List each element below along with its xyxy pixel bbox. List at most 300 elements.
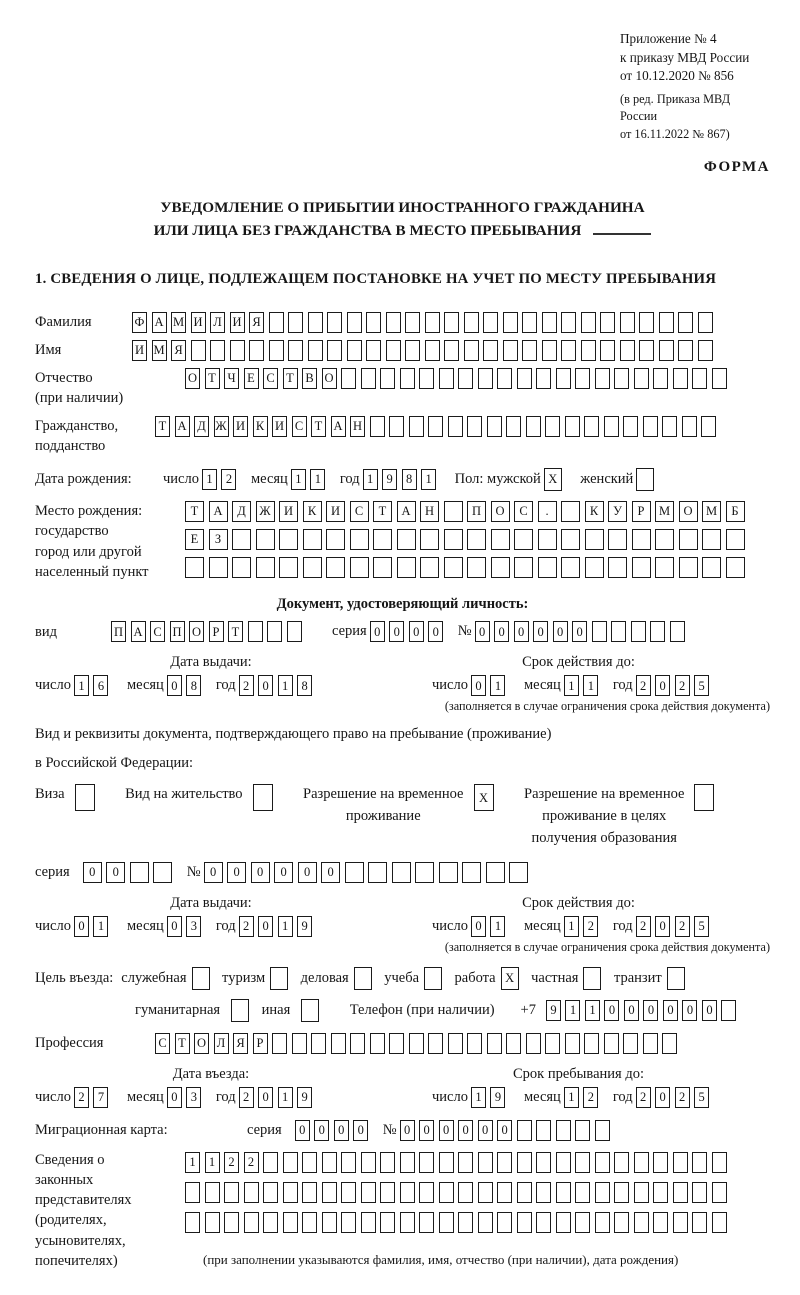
char-cell[interactable]: Т	[311, 416, 326, 437]
char-cell[interactable]	[386, 340, 401, 361]
char-cell[interactable]	[263, 1152, 278, 1173]
char-cell[interactable]	[380, 368, 395, 389]
char-cell[interactable]	[272, 1033, 287, 1054]
char-cell[interactable]	[561, 501, 580, 522]
char-cell[interactable]: 0	[458, 1120, 473, 1141]
char-cell[interactable]	[419, 368, 434, 389]
char-cell[interactable]	[380, 1212, 395, 1233]
char-cell[interactable]	[634, 1152, 649, 1173]
char-cell[interactable]	[653, 1212, 668, 1233]
char-cell[interactable]: 1	[278, 675, 293, 696]
char-cell[interactable]	[712, 1212, 727, 1233]
char-cell[interactable]	[712, 1182, 727, 1203]
char-cell[interactable]: 0	[419, 1120, 434, 1141]
char-cell[interactable]: 1	[278, 1087, 293, 1108]
char-cell[interactable]: А	[331, 416, 346, 437]
char-cell[interactable]	[478, 1182, 493, 1203]
char-cell[interactable]	[288, 340, 303, 361]
char-cell[interactable]: И	[233, 416, 248, 437]
char-cell[interactable]	[386, 312, 401, 333]
char-cell[interactable]	[632, 529, 651, 550]
char-cell[interactable]	[283, 1212, 298, 1233]
char-cell[interactable]	[302, 1182, 317, 1203]
char-cell[interactable]	[575, 1120, 590, 1141]
char-cell[interactable]: 0	[298, 862, 317, 883]
char-cell[interactable]: 0	[227, 862, 246, 883]
char-cell[interactable]	[444, 340, 459, 361]
char-cell[interactable]: 9	[490, 1087, 505, 1108]
char-cell[interactable]: М	[152, 340, 167, 361]
char-cell[interactable]	[308, 340, 323, 361]
char-cell[interactable]: 0	[334, 1120, 349, 1141]
char-cell[interactable]: Я	[249, 312, 264, 333]
char-cell[interactable]	[439, 862, 458, 883]
char-cell[interactable]	[397, 529, 416, 550]
char-cell[interactable]	[608, 557, 627, 578]
char-cell[interactable]: 2	[239, 1087, 254, 1108]
char-cell[interactable]	[678, 312, 693, 333]
char-cell[interactable]	[209, 557, 228, 578]
char-cell[interactable]: И	[191, 312, 206, 333]
char-cell[interactable]	[517, 1152, 532, 1173]
char-cell[interactable]	[400, 1182, 415, 1203]
char-cell[interactable]	[185, 1182, 200, 1203]
char-cell[interactable]	[667, 967, 685, 990]
char-cell[interactable]	[439, 1212, 454, 1233]
char-cell[interactable]: 0	[389, 621, 404, 642]
char-cell[interactable]: 1	[490, 675, 505, 696]
char-cell[interactable]: 0	[258, 1087, 273, 1108]
char-cell[interactable]: З	[209, 529, 228, 550]
char-cell[interactable]: 0	[663, 1000, 678, 1021]
char-cell[interactable]: 0	[533, 621, 548, 642]
char-cell[interactable]: 0	[655, 675, 670, 696]
char-cell[interactable]	[655, 529, 674, 550]
char-cell[interactable]	[425, 340, 440, 361]
char-cell[interactable]: О	[185, 368, 200, 389]
char-cell[interactable]: В	[302, 368, 317, 389]
char-cell[interactable]	[210, 340, 225, 361]
char-cell[interactable]	[373, 529, 392, 550]
char-cell[interactable]	[478, 1212, 493, 1233]
char-cell[interactable]	[614, 1182, 629, 1203]
char-cell[interactable]	[623, 416, 638, 437]
char-cell[interactable]: Н	[420, 501, 439, 522]
char-cell[interactable]	[439, 368, 454, 389]
char-cell[interactable]	[604, 1033, 619, 1054]
char-cell[interactable]	[517, 1212, 532, 1233]
char-cell[interactable]	[694, 784, 714, 811]
char-cell[interactable]: Л	[210, 312, 225, 333]
char-cell[interactable]: 0	[471, 675, 486, 696]
char-cell[interactable]: Т	[283, 368, 298, 389]
char-cell[interactable]: 8	[297, 675, 312, 696]
char-cell[interactable]: А	[152, 312, 167, 333]
char-cell[interactable]	[698, 312, 713, 333]
char-cell[interactable]	[366, 312, 381, 333]
char-cell[interactable]	[595, 1120, 610, 1141]
char-cell[interactable]: 0	[167, 675, 182, 696]
char-cell[interactable]: 5	[694, 916, 709, 937]
char-cell[interactable]: 0	[604, 1000, 619, 1021]
char-cell[interactable]	[634, 1182, 649, 1203]
char-cell[interactable]	[380, 1152, 395, 1173]
char-cell[interactable]	[491, 557, 510, 578]
char-cell[interactable]: С	[514, 501, 533, 522]
char-cell[interactable]: 8	[402, 469, 417, 490]
char-cell[interactable]	[517, 1182, 532, 1203]
char-cell[interactable]: 1	[291, 469, 306, 490]
char-cell[interactable]: Ж	[256, 501, 275, 522]
char-cell[interactable]	[448, 1033, 463, 1054]
char-cell[interactable]: А	[131, 621, 146, 642]
char-cell[interactable]	[287, 621, 302, 642]
char-cell[interactable]	[331, 1033, 346, 1054]
char-cell[interactable]	[692, 1212, 707, 1233]
char-cell[interactable]: 2	[675, 916, 690, 937]
char-cell[interactable]: 0	[494, 621, 509, 642]
char-cell[interactable]	[389, 416, 404, 437]
char-cell[interactable]	[350, 557, 369, 578]
char-cell[interactable]	[267, 621, 282, 642]
char-cell[interactable]	[224, 1182, 239, 1203]
char-cell[interactable]	[497, 1152, 512, 1173]
char-cell[interactable]	[673, 1152, 688, 1173]
char-cell[interactable]	[497, 1182, 512, 1203]
char-cell[interactable]	[249, 340, 264, 361]
char-cell[interactable]	[256, 529, 275, 550]
char-cell[interactable]	[662, 416, 677, 437]
char-cell[interactable]: 0	[400, 1120, 415, 1141]
char-cell[interactable]: 0	[258, 916, 273, 937]
char-cell[interactable]	[614, 1152, 629, 1173]
char-cell[interactable]	[483, 340, 498, 361]
char-cell[interactable]	[400, 368, 415, 389]
char-cell[interactable]: И	[326, 501, 345, 522]
char-cell[interactable]: Т	[205, 368, 220, 389]
char-cell[interactable]	[623, 1033, 638, 1054]
char-cell[interactable]	[439, 1182, 454, 1203]
char-cell[interactable]: Е	[244, 368, 259, 389]
char-cell[interactable]	[726, 529, 745, 550]
char-cell[interactable]	[592, 621, 607, 642]
char-cell[interactable]	[478, 368, 493, 389]
char-cell[interactable]: 0	[428, 621, 443, 642]
char-cell[interactable]	[585, 529, 604, 550]
char-cell[interactable]	[400, 1152, 415, 1173]
char-cell[interactable]: М	[655, 501, 674, 522]
char-cell[interactable]	[653, 1152, 668, 1173]
char-cell[interactable]	[467, 557, 486, 578]
char-cell[interactable]	[326, 557, 345, 578]
char-cell[interactable]: 1	[565, 1000, 580, 1021]
char-cell[interactable]	[458, 1182, 473, 1203]
char-cell[interactable]	[322, 1212, 337, 1233]
char-cell[interactable]: X	[474, 784, 494, 811]
char-cell[interactable]: 2	[239, 675, 254, 696]
char-cell[interactable]: .	[538, 501, 557, 522]
char-cell[interactable]	[545, 416, 560, 437]
char-cell[interactable]	[350, 529, 369, 550]
char-cell[interactable]	[292, 1033, 307, 1054]
char-cell[interactable]: П	[111, 621, 126, 642]
char-cell[interactable]	[565, 1033, 580, 1054]
char-cell[interactable]: 2	[636, 1087, 651, 1108]
char-cell[interactable]: 0	[572, 621, 587, 642]
char-cell[interactable]: Д	[232, 501, 251, 522]
char-cell[interactable]	[692, 368, 707, 389]
char-cell[interactable]	[341, 1182, 356, 1203]
char-cell[interactable]	[462, 862, 481, 883]
char-cell[interactable]	[322, 1152, 337, 1173]
char-cell[interactable]	[397, 557, 416, 578]
char-cell[interactable]	[347, 340, 362, 361]
char-cell[interactable]	[288, 312, 303, 333]
char-cell[interactable]	[130, 862, 149, 883]
char-cell[interactable]: 0	[106, 862, 125, 883]
char-cell[interactable]	[522, 340, 537, 361]
char-cell[interactable]	[419, 1212, 434, 1233]
char-cell[interactable]	[224, 1212, 239, 1233]
char-cell[interactable]	[269, 312, 284, 333]
char-cell[interactable]: 1	[583, 675, 598, 696]
char-cell[interactable]: М	[702, 501, 721, 522]
char-cell[interactable]	[721, 1000, 736, 1021]
char-cell[interactable]: Ф	[132, 312, 147, 333]
char-cell[interactable]: 0	[514, 621, 529, 642]
char-cell[interactable]: М	[171, 312, 186, 333]
char-cell[interactable]	[153, 862, 172, 883]
char-cell[interactable]	[350, 1033, 365, 1054]
char-cell[interactable]	[556, 1212, 571, 1233]
char-cell[interactable]: 0	[167, 916, 182, 937]
char-cell[interactable]: 1	[564, 916, 579, 937]
char-cell[interactable]	[368, 862, 387, 883]
char-cell[interactable]	[503, 340, 518, 361]
char-cell[interactable]: Р	[209, 621, 224, 642]
char-cell[interactable]	[639, 312, 654, 333]
char-cell[interactable]	[620, 340, 635, 361]
char-cell[interactable]: 9	[297, 1087, 312, 1108]
char-cell[interactable]	[522, 312, 537, 333]
char-cell[interactable]	[659, 312, 674, 333]
char-cell[interactable]	[347, 312, 362, 333]
char-cell[interactable]	[583, 967, 601, 990]
char-cell[interactable]	[486, 862, 505, 883]
char-cell[interactable]	[448, 416, 463, 437]
char-cell[interactable]: О	[194, 1033, 209, 1054]
char-cell[interactable]	[341, 1212, 356, 1233]
char-cell[interactable]	[595, 1182, 610, 1203]
char-cell[interactable]	[478, 1152, 493, 1173]
char-cell[interactable]: 1	[205, 1152, 220, 1173]
char-cell[interactable]: 1	[564, 675, 579, 696]
char-cell[interactable]: А	[209, 501, 228, 522]
char-cell[interactable]: 1	[421, 469, 436, 490]
char-cell[interactable]	[405, 340, 420, 361]
char-cell[interactable]	[565, 416, 580, 437]
char-cell[interactable]: 0	[409, 621, 424, 642]
char-cell[interactable]	[205, 1212, 220, 1233]
char-cell[interactable]: И	[279, 501, 298, 522]
char-cell[interactable]: 0	[258, 675, 273, 696]
char-cell[interactable]: С	[292, 416, 307, 437]
char-cell[interactable]: 0	[295, 1120, 310, 1141]
char-cell[interactable]	[366, 340, 381, 361]
char-cell[interactable]	[191, 340, 206, 361]
char-cell[interactable]	[230, 340, 245, 361]
char-cell[interactable]	[584, 416, 599, 437]
char-cell[interactable]	[659, 340, 674, 361]
char-cell[interactable]	[538, 529, 557, 550]
char-cell[interactable]	[373, 557, 392, 578]
char-cell[interactable]	[556, 368, 571, 389]
char-cell[interactable]	[600, 340, 615, 361]
char-cell[interactable]	[575, 1182, 590, 1203]
char-cell[interactable]: И	[132, 340, 147, 361]
char-cell[interactable]	[538, 557, 557, 578]
char-cell[interactable]	[303, 529, 322, 550]
char-cell[interactable]	[301, 999, 319, 1022]
char-cell[interactable]	[614, 368, 629, 389]
char-cell[interactable]: 1	[74, 675, 89, 696]
char-cell[interactable]: Р	[632, 501, 651, 522]
char-cell[interactable]: У	[608, 501, 627, 522]
char-cell[interactable]	[487, 1033, 502, 1054]
char-cell[interactable]	[643, 1033, 658, 1054]
char-cell[interactable]: 0	[475, 621, 490, 642]
char-cell[interactable]	[692, 1152, 707, 1173]
char-cell[interactable]: 0	[655, 1087, 670, 1108]
char-cell[interactable]	[263, 1182, 278, 1203]
char-cell[interactable]	[509, 862, 528, 883]
char-cell[interactable]	[491, 529, 510, 550]
char-cell[interactable]: Р	[253, 1033, 268, 1054]
char-cell[interactable]	[614, 1212, 629, 1233]
char-cell[interactable]	[632, 557, 651, 578]
char-cell[interactable]	[702, 557, 721, 578]
char-cell[interactable]	[595, 368, 610, 389]
char-cell[interactable]	[585, 557, 604, 578]
char-cell[interactable]	[263, 1212, 278, 1233]
char-cell[interactable]	[464, 340, 479, 361]
char-cell[interactable]	[467, 529, 486, 550]
char-cell[interactable]	[444, 529, 463, 550]
char-cell[interactable]	[631, 621, 646, 642]
char-cell[interactable]	[561, 312, 576, 333]
char-cell[interactable]	[279, 557, 298, 578]
char-cell[interactable]	[692, 1182, 707, 1203]
char-cell[interactable]	[726, 557, 745, 578]
char-cell[interactable]	[536, 1182, 551, 1203]
char-cell[interactable]	[536, 1120, 551, 1141]
char-cell[interactable]	[682, 416, 697, 437]
char-cell[interactable]	[662, 1033, 677, 1054]
char-cell[interactable]	[503, 312, 518, 333]
char-cell[interactable]: 1	[471, 1087, 486, 1108]
char-cell[interactable]: 0	[74, 916, 89, 937]
char-cell[interactable]	[415, 862, 434, 883]
char-cell[interactable]	[673, 368, 688, 389]
char-cell[interactable]	[232, 557, 251, 578]
char-cell[interactable]	[279, 529, 298, 550]
char-cell[interactable]: С	[155, 1033, 170, 1054]
char-cell[interactable]	[428, 1033, 443, 1054]
char-cell[interactable]: Ж	[214, 416, 229, 437]
char-cell[interactable]	[458, 368, 473, 389]
char-cell[interactable]: X	[544, 468, 562, 491]
char-cell[interactable]	[620, 312, 635, 333]
char-cell[interactable]	[400, 1212, 415, 1233]
char-cell[interactable]: 1	[202, 469, 217, 490]
char-cell[interactable]	[653, 1182, 668, 1203]
char-cell[interactable]	[556, 1182, 571, 1203]
char-cell[interactable]	[653, 368, 668, 389]
char-cell[interactable]: 0	[353, 1120, 368, 1141]
char-cell[interactable]: 5	[694, 675, 709, 696]
char-cell[interactable]: 0	[167, 1087, 182, 1108]
char-cell[interactable]	[308, 312, 323, 333]
char-cell[interactable]	[542, 340, 557, 361]
char-cell[interactable]: 0	[702, 1000, 717, 1021]
char-cell[interactable]	[556, 1152, 571, 1173]
char-cell[interactable]: 0	[204, 862, 223, 883]
char-cell[interactable]	[655, 557, 674, 578]
char-cell[interactable]: К	[253, 416, 268, 437]
char-cell[interactable]	[673, 1182, 688, 1203]
char-cell[interactable]	[506, 416, 521, 437]
char-cell[interactable]: 0	[497, 1120, 512, 1141]
char-cell[interactable]	[361, 1152, 376, 1173]
char-cell[interactable]	[341, 1152, 356, 1173]
char-cell[interactable]: Ч	[224, 368, 239, 389]
char-cell[interactable]	[575, 1212, 590, 1233]
char-cell[interactable]: Я	[233, 1033, 248, 1054]
char-cell[interactable]: Т	[373, 501, 392, 522]
char-cell[interactable]	[497, 368, 512, 389]
char-cell[interactable]: 1	[310, 469, 325, 490]
char-cell[interactable]	[517, 368, 532, 389]
char-cell[interactable]: О	[491, 501, 510, 522]
char-cell[interactable]	[419, 1152, 434, 1173]
char-cell[interactable]: П	[170, 621, 185, 642]
char-cell[interactable]	[253, 784, 273, 811]
char-cell[interactable]	[327, 340, 342, 361]
char-cell[interactable]: С	[350, 501, 369, 522]
char-cell[interactable]: 0	[321, 862, 340, 883]
char-cell[interactable]	[679, 557, 698, 578]
char-cell[interactable]: 2	[244, 1152, 259, 1173]
char-cell[interactable]: Н	[350, 416, 365, 437]
char-cell[interactable]	[575, 1152, 590, 1173]
char-cell[interactable]	[361, 1212, 376, 1233]
char-cell[interactable]: С	[150, 621, 165, 642]
char-cell[interactable]	[232, 529, 251, 550]
char-cell[interactable]	[380, 1182, 395, 1203]
char-cell[interactable]: 9	[382, 469, 397, 490]
char-cell[interactable]	[561, 529, 580, 550]
char-cell[interactable]: Т	[185, 501, 204, 522]
char-cell[interactable]: Б	[726, 501, 745, 522]
char-cell[interactable]: 3	[186, 1087, 201, 1108]
char-cell[interactable]	[439, 1152, 454, 1173]
char-cell[interactable]	[636, 468, 654, 491]
char-cell[interactable]	[185, 557, 204, 578]
char-cell[interactable]	[409, 1033, 424, 1054]
char-cell[interactable]	[517, 1120, 532, 1141]
char-cell[interactable]	[420, 557, 439, 578]
char-cell[interactable]	[444, 501, 463, 522]
